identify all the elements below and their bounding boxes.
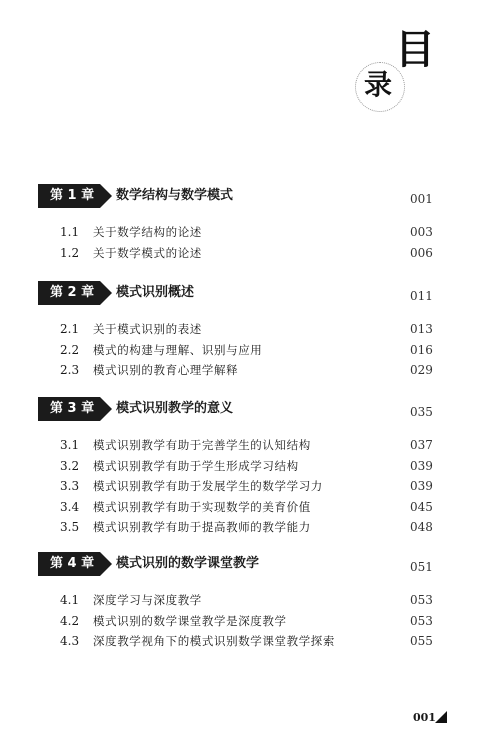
section-page: 037: [410, 438, 433, 452]
chapter-1: [0, 184, 500, 263]
section-title: 模式识别的教育心理学解释: [93, 363, 239, 378]
page-number: 001: [413, 711, 436, 724]
section-number: 4.2: [60, 613, 80, 628]
section-page: 045: [410, 499, 433, 514]
toc-entry[interactable]: [0, 497, 500, 518]
chapter-badge: 第 1 章: [38, 184, 100, 208]
chapter-title: 模式识别概述: [116, 285, 195, 300]
section-page: 039: [410, 458, 433, 473]
toc-entry[interactable]: [0, 435, 500, 456]
chapter-header[interactable]: [0, 552, 500, 578]
section-number: 4.1: [60, 593, 80, 607]
badge-arrow-icon: [100, 552, 112, 576]
toc-entry[interactable]: [0, 360, 500, 381]
toc-entry[interactable]: [0, 340, 500, 361]
section-page: 053: [410, 593, 433, 607]
section-title: 模式识别教学有助于实现数学的美育价值: [93, 499, 311, 514]
section-number: 1.2: [60, 245, 80, 260]
section-number: 2.2: [60, 342, 80, 357]
chapter-header[interactable]: [0, 281, 500, 307]
section-page: 029: [410, 363, 433, 378]
section-page: 013: [410, 322, 433, 336]
badge-arrow-icon: [100, 281, 112, 305]
chapter-badge: 第 2 章: [38, 281, 100, 305]
badge-arrow-icon: [100, 184, 112, 208]
section-page: 048: [410, 520, 433, 535]
chapter-page: 035: [410, 405, 433, 419]
section-page: 016: [410, 342, 433, 357]
section-number: 1.1: [60, 225, 80, 239]
section-page: 039: [410, 479, 433, 494]
toc-entry[interactable]: [0, 243, 500, 264]
toc-heading-mu: 目: [395, 27, 435, 73]
chapter-badge: 第 4 章: [38, 552, 100, 576]
section-number: 3.2: [60, 458, 80, 473]
chapter-page: 001: [410, 192, 433, 206]
section-number: 2.1: [60, 322, 80, 336]
chapter-title: 模式识别的数学课堂教学: [116, 556, 260, 571]
chapter-title: 数学结构与数学模式: [116, 188, 234, 203]
section-page: 006: [410, 245, 433, 260]
section-page: 003: [410, 225, 433, 239]
section-number: 3.4: [60, 499, 80, 514]
section-number: 2.3: [60, 363, 80, 378]
chapter-header[interactable]: [0, 397, 500, 423]
chapter-page: 011: [410, 289, 433, 303]
chapter-2: [0, 281, 500, 381]
section-title: 深度学习与深度教学: [93, 593, 202, 607]
section-title: 模式识别教学有助于发展学生的数学学习力: [93, 479, 323, 494]
section-title: 模式识别教学有助于学生形成学习结构: [93, 458, 299, 473]
section-title: 深度教学视角下的模式识别数学课堂教学探索: [93, 634, 335, 649]
section-title: 模式识别教学有助于提高教师的教学能力: [93, 520, 311, 535]
toc-entry[interactable]: [0, 222, 500, 243]
chapter-header[interactable]: [0, 184, 500, 210]
section-title: 关于数学结构的论述: [93, 225, 202, 239]
chapter-badge: 第 3 章: [38, 397, 100, 421]
toc-entry[interactable]: [0, 517, 500, 538]
section-list: [0, 319, 500, 381]
badge-arrow-icon: [100, 397, 112, 421]
chapter-3: [0, 397, 500, 538]
section-title: 模式识别教学有助于完善学生的认知结构: [93, 438, 311, 452]
section-page: 055: [410, 634, 433, 649]
toc-entry[interactable]: [0, 476, 500, 497]
section-page: 053: [410, 613, 433, 628]
toc-entry[interactable]: [0, 590, 500, 611]
section-list: [0, 435, 500, 538]
section-title: 关于模式识别的表述: [93, 322, 202, 336]
section-list: [0, 222, 500, 263]
corner-triangle-icon: [435, 711, 447, 723]
toc-entry[interactable]: [0, 611, 500, 632]
chapter-title: 模式识别教学的意义: [116, 401, 234, 416]
toc-entry[interactable]: [0, 456, 500, 477]
section-list: [0, 590, 500, 652]
toc-heading-lu-badge: [355, 62, 407, 114]
section-number: 3.3: [60, 479, 80, 494]
section-number: 3.5: [60, 520, 80, 535]
toc-heading-lu: 录: [364, 68, 393, 101]
section-title: 模式的构建与理解、识别与应用: [93, 342, 263, 357]
section-number: 3.1: [60, 438, 80, 452]
chapter-page: 051: [410, 560, 433, 574]
section-title: 关于数学模式的论述: [93, 245, 202, 260]
chapter-4: [0, 552, 500, 652]
section-number: 4.3: [60, 634, 80, 649]
toc-entry[interactable]: [0, 319, 500, 340]
toc-entry[interactable]: [0, 631, 500, 652]
section-title: 模式识别的数学课堂教学是深度教学: [93, 613, 287, 628]
